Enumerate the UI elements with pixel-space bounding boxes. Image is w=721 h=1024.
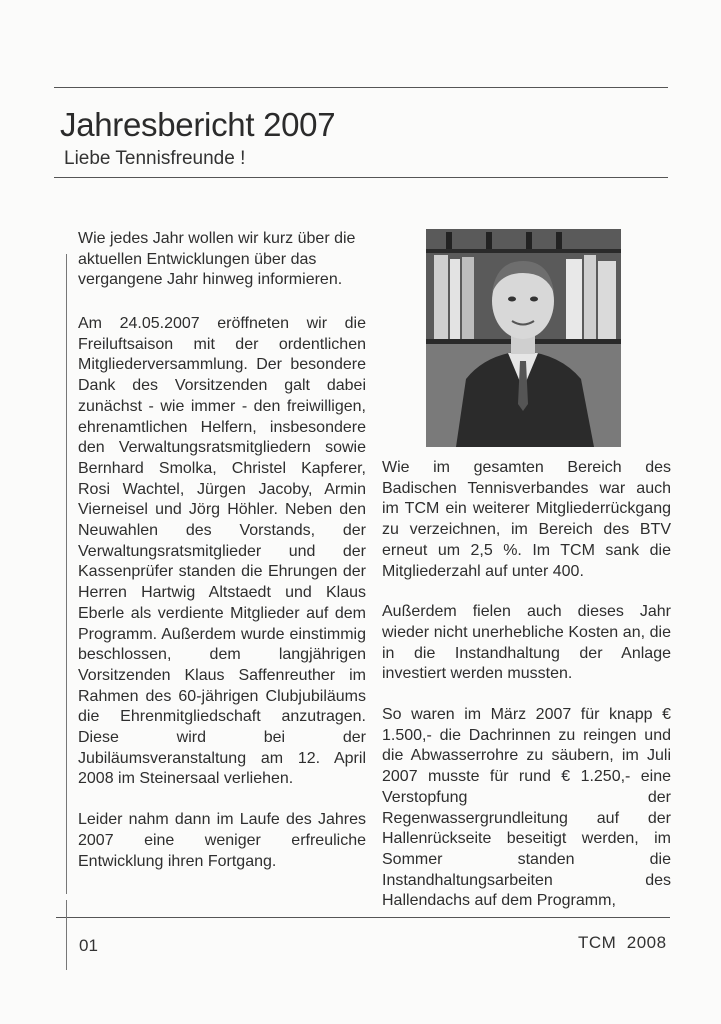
header-bottom-rule <box>54 177 668 178</box>
left-column-guide-line <box>66 254 67 894</box>
page-number: 01 <box>79 936 98 955</box>
right-paragraph-1: Wie im gesamten Bereich des Badischen Tennisverbandes war auch im TCM ein weiterer Mitgliederrückgang zu verzeichnen, im Bereich des BTV erneut um 2,5 %. Im TCM sank die Mitgliederzahl auf unter 400. <box>382 459 671 580</box>
right-paragraph-2: Außerdem fielen auch dieses Jahr wieder nicht unerhebliche Kosten an, die in die Instandhaltung der Anlage investiert werden mussten. <box>382 603 671 683</box>
right-column <box>382 458 671 932</box>
footer-brand: TCM 2008 <box>578 933 667 952</box>
intro-paragraph: Wie jedes Jahr wollen wir kurz über die aktuellen Entwicklungen über das vergangene Jahr hinweg informieren. <box>78 230 356 289</box>
left-column <box>78 314 366 892</box>
page-title: Jahresbericht 2007 <box>60 106 336 143</box>
portrait-photo <box>426 229 621 447</box>
footer-page-marker-line <box>66 900 67 970</box>
footer-rule <box>56 917 670 918</box>
right-paragraph-3: So waren im März 2007 für knapp € 1.500,- die Dachrinnen zu reingen und die Abwasserrohre zu säubern, im Juli 2007 musste für rund € 1.250,- eine Verstopfung der Regenwassergrundleitung auf der Hallenrückseite beseitigt werden, im Sommer standen die Instandhaltungsarbeiten des Hallendachs auf dem Programm, <box>382 706 671 910</box>
page-subtitle: Liebe Tennisfreunde ! <box>64 148 246 169</box>
left-paragraph-1: Am 24.05.2007 eröffneten wir die Freiluftsaison mit der ordentlichen Mitgliederversammlung. Der besondere Dank des Vorsitzenden galt dabei zunächst - wie immer - den freiwilligen, ehrenamtlichen Helfern, insbesondere den Verwaltungsratsmitgliedern sowie Bernhard Smolka, Christel Kapferer, Rosi Wachtel, Jürgen Jacoby, Armin Vierneisel und Jörg Höhler. Neben den Neuwahlen des Vorstands, der Verwaltungsratsmitglieder und der Kassenprüfer standen die Ehrungen der Herren Hartwig Altstaedt und Klaus Eberle als verdiente Mitglieder auf dem Programm. Außerdem wurde einstimmig beschlossen, dem langjährigen Vorsitzenden Klaus Saffenreuther im Rahmen des 60-jährigen Clubjubiläums die Ehrenmitgliedschaft anzutragen. Diese wird bei der Jubiläumsveranstaltung am 12. April 2008 im Steinersaal verliehen. <box>78 315 366 788</box>
left-paragraph-2: Leider nahm dann im Laufe des Jahres 2007 eine weniger erfreuliche Entwicklung ihren Fortgang. <box>78 811 366 870</box>
header-top-rule <box>54 87 668 88</box>
